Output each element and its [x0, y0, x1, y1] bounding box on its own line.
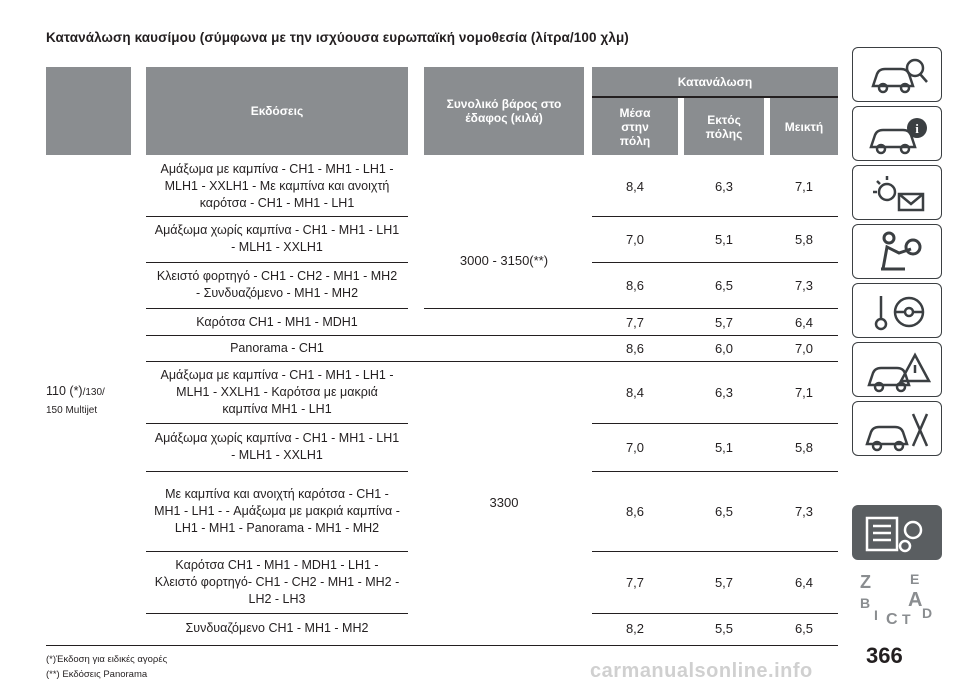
car-search-icon[interactable]	[852, 47, 942, 102]
row-version: Αμάξωμα με καμπίνα - CH1 - MH1 - LH1 - MLH1 - XXLH1 - Καρότσα με μακριά καμπίνα MH1 - LH1	[160, 367, 394, 416]
table-bottom-line	[46, 645, 838, 646]
row-divider	[592, 471, 838, 472]
engine-label	[46, 383, 105, 419]
row-city: 8,6	[625, 277, 645, 293]
row-extra: 6,0	[714, 340, 734, 356]
row-city: 8,6	[625, 340, 645, 356]
row-mixed: 7,3	[794, 503, 814, 519]
row-version: Panorama - CH1	[230, 340, 324, 355]
row-mixed: 7,0	[794, 340, 814, 356]
row-divider	[146, 335, 838, 336]
row-divider	[146, 262, 408, 263]
row-divider	[592, 551, 838, 552]
svg-text:C: C	[886, 611, 898, 625]
row-extra: 6,5	[714, 503, 734, 519]
alphabet-index-icon[interactable]	[852, 570, 942, 625]
header-extra-urban: Εκτός πόλης	[684, 98, 764, 155]
row-mixed: 7,3	[794, 277, 814, 293]
header-mixed: Μεικτή	[770, 98, 838, 155]
row-version: Αμάξωμα χωρίς καμπίνα - CH1 - MH1 - LH1 - MLH1 - XXLH1	[154, 431, 400, 462]
row-mixed: 5,8	[794, 439, 814, 455]
seat-airbag-icon[interactable]	[852, 224, 942, 279]
row-city: 8,2	[625, 620, 645, 636]
svg-text:A: A	[908, 589, 923, 611]
engine-main: 110 (*)	[46, 384, 83, 398]
row-divider	[146, 613, 408, 614]
row-version: Κλειστό φορτηγό - CH1 - CH2 - MH1 - MH2 - Συνδυαζόμενο - MH1 - MH2	[156, 269, 398, 300]
row-mixed: 7,1	[794, 384, 814, 400]
row-divider	[146, 423, 408, 424]
row-extra: 5,5	[714, 620, 734, 636]
row-divider	[146, 471, 408, 472]
row-extra: 6,3	[714, 384, 734, 400]
page-title: Κατανάλωση καυσίμου (σύμφωνα με την ισχύουσα ευρωπαϊκή νομοθεσία (λίτρα/100 χλμ)	[46, 30, 629, 45]
row-version: Με καμπίνα και ανοιχτή καρότσα - CH1 - MH1 - LH1 - - Αμάξωμα με μακριά καμπίνα - LH1 - MH1 - Panorama - MH1 - MH2	[154, 486, 400, 535]
header-versions: Εκδόσεις	[146, 67, 408, 155]
row-version: Αμάξωμα με καμπίνα - CH1 - MH1 - LH1 - MLH1 - XXLH1 - Με καμπίνα και ανοιχτή καρότσα - CH1 - MH1 - LH1	[160, 161, 394, 210]
row-extra: 6,5	[714, 277, 734, 293]
row-divider	[146, 551, 408, 552]
footnote-panorama: (**) Εκδόσεις Panorama	[46, 669, 148, 680]
header-city: Μέσα στην πόλη	[592, 98, 678, 155]
warning-lights-icon[interactable]	[852, 165, 942, 220]
car-info-icon[interactable]	[852, 106, 942, 161]
row-divider	[146, 308, 408, 309]
key-steering-icon[interactable]	[852, 283, 942, 338]
weight-group-2: 3300	[489, 494, 519, 510]
row-divider	[424, 308, 838, 309]
row-divider	[592, 262, 838, 263]
header-divider	[592, 96, 838, 98]
row-version: Συνδυαζόμενο CH1 - MH1 - MH2	[185, 620, 369, 635]
row-mixed: 5,8	[794, 231, 814, 247]
row-mixed: 6,4	[794, 574, 814, 590]
svg-text:E: E	[910, 571, 920, 587]
svg-text:I: I	[874, 607, 878, 623]
header-consumption: Κατανάλωση	[592, 67, 838, 97]
row-extra: 5,7	[714, 314, 734, 330]
row-extra: 6,3	[714, 178, 734, 194]
row-version: Καρότσα CH1 - MH1 - MDH1 - LH1 - Κλειστό φορτηγό- CH1 - CH2 - MH1 - MH2 - LH2 - LH3	[154, 557, 400, 606]
row-divider	[146, 216, 408, 217]
engine-line2: 150 Multijet	[46, 405, 98, 416]
row-city: 7,7	[625, 574, 645, 590]
row-mixed: 7,1	[794, 178, 814, 194]
row-version: Αμάξωμα χωρίς καμπίνα - CH1 - MH1 - LH1 - MLH1 - XXLH1	[154, 223, 400, 254]
svg-text:D: D	[922, 605, 933, 621]
svg-text:T: T	[902, 611, 911, 625]
row-divider	[592, 423, 838, 424]
row-mixed: 6,5	[794, 620, 814, 636]
row-city: 8,4	[625, 384, 645, 400]
row-extra: 5,1	[714, 231, 734, 247]
row-mixed: 6,4	[794, 314, 814, 330]
row-extra: 5,7	[714, 574, 734, 590]
watermark: carmanualsonline.info	[590, 660, 813, 682]
row-city: 7,7	[625, 314, 645, 330]
header-weight: Συνολικό βάρος στο έδαφος (κιλά)	[424, 67, 584, 155]
weight-group-1: 3000 - 3150(**)	[459, 252, 549, 268]
svg-text:Z: Z	[860, 572, 871, 592]
row-divider	[592, 216, 838, 217]
row-city: 7,0	[625, 231, 645, 247]
page-number: 366	[866, 643, 903, 668]
row-city: 7,0	[625, 439, 645, 455]
row-city: 8,6	[625, 503, 645, 519]
row-extra: 5,1	[714, 439, 734, 455]
row-divider	[592, 613, 838, 614]
car-tools-icon[interactable]	[852, 401, 942, 456]
svg-text:i: i	[915, 121, 919, 136]
footnote-special-markets: (*)Έκδοση για ειδικές αγορές	[46, 654, 168, 665]
specs-gear-icon[interactable]	[852, 505, 942, 560]
svg-text:B: B	[860, 595, 871, 611]
row-version: Καρότσα CH1 - MH1 - MDH1	[196, 314, 358, 329]
row-city: 8,4	[625, 178, 645, 194]
row-divider	[146, 361, 838, 362]
car-hazard-icon[interactable]	[852, 342, 942, 397]
engine-suffix: /130/	[82, 387, 105, 398]
header-engine-cell	[46, 67, 131, 155]
